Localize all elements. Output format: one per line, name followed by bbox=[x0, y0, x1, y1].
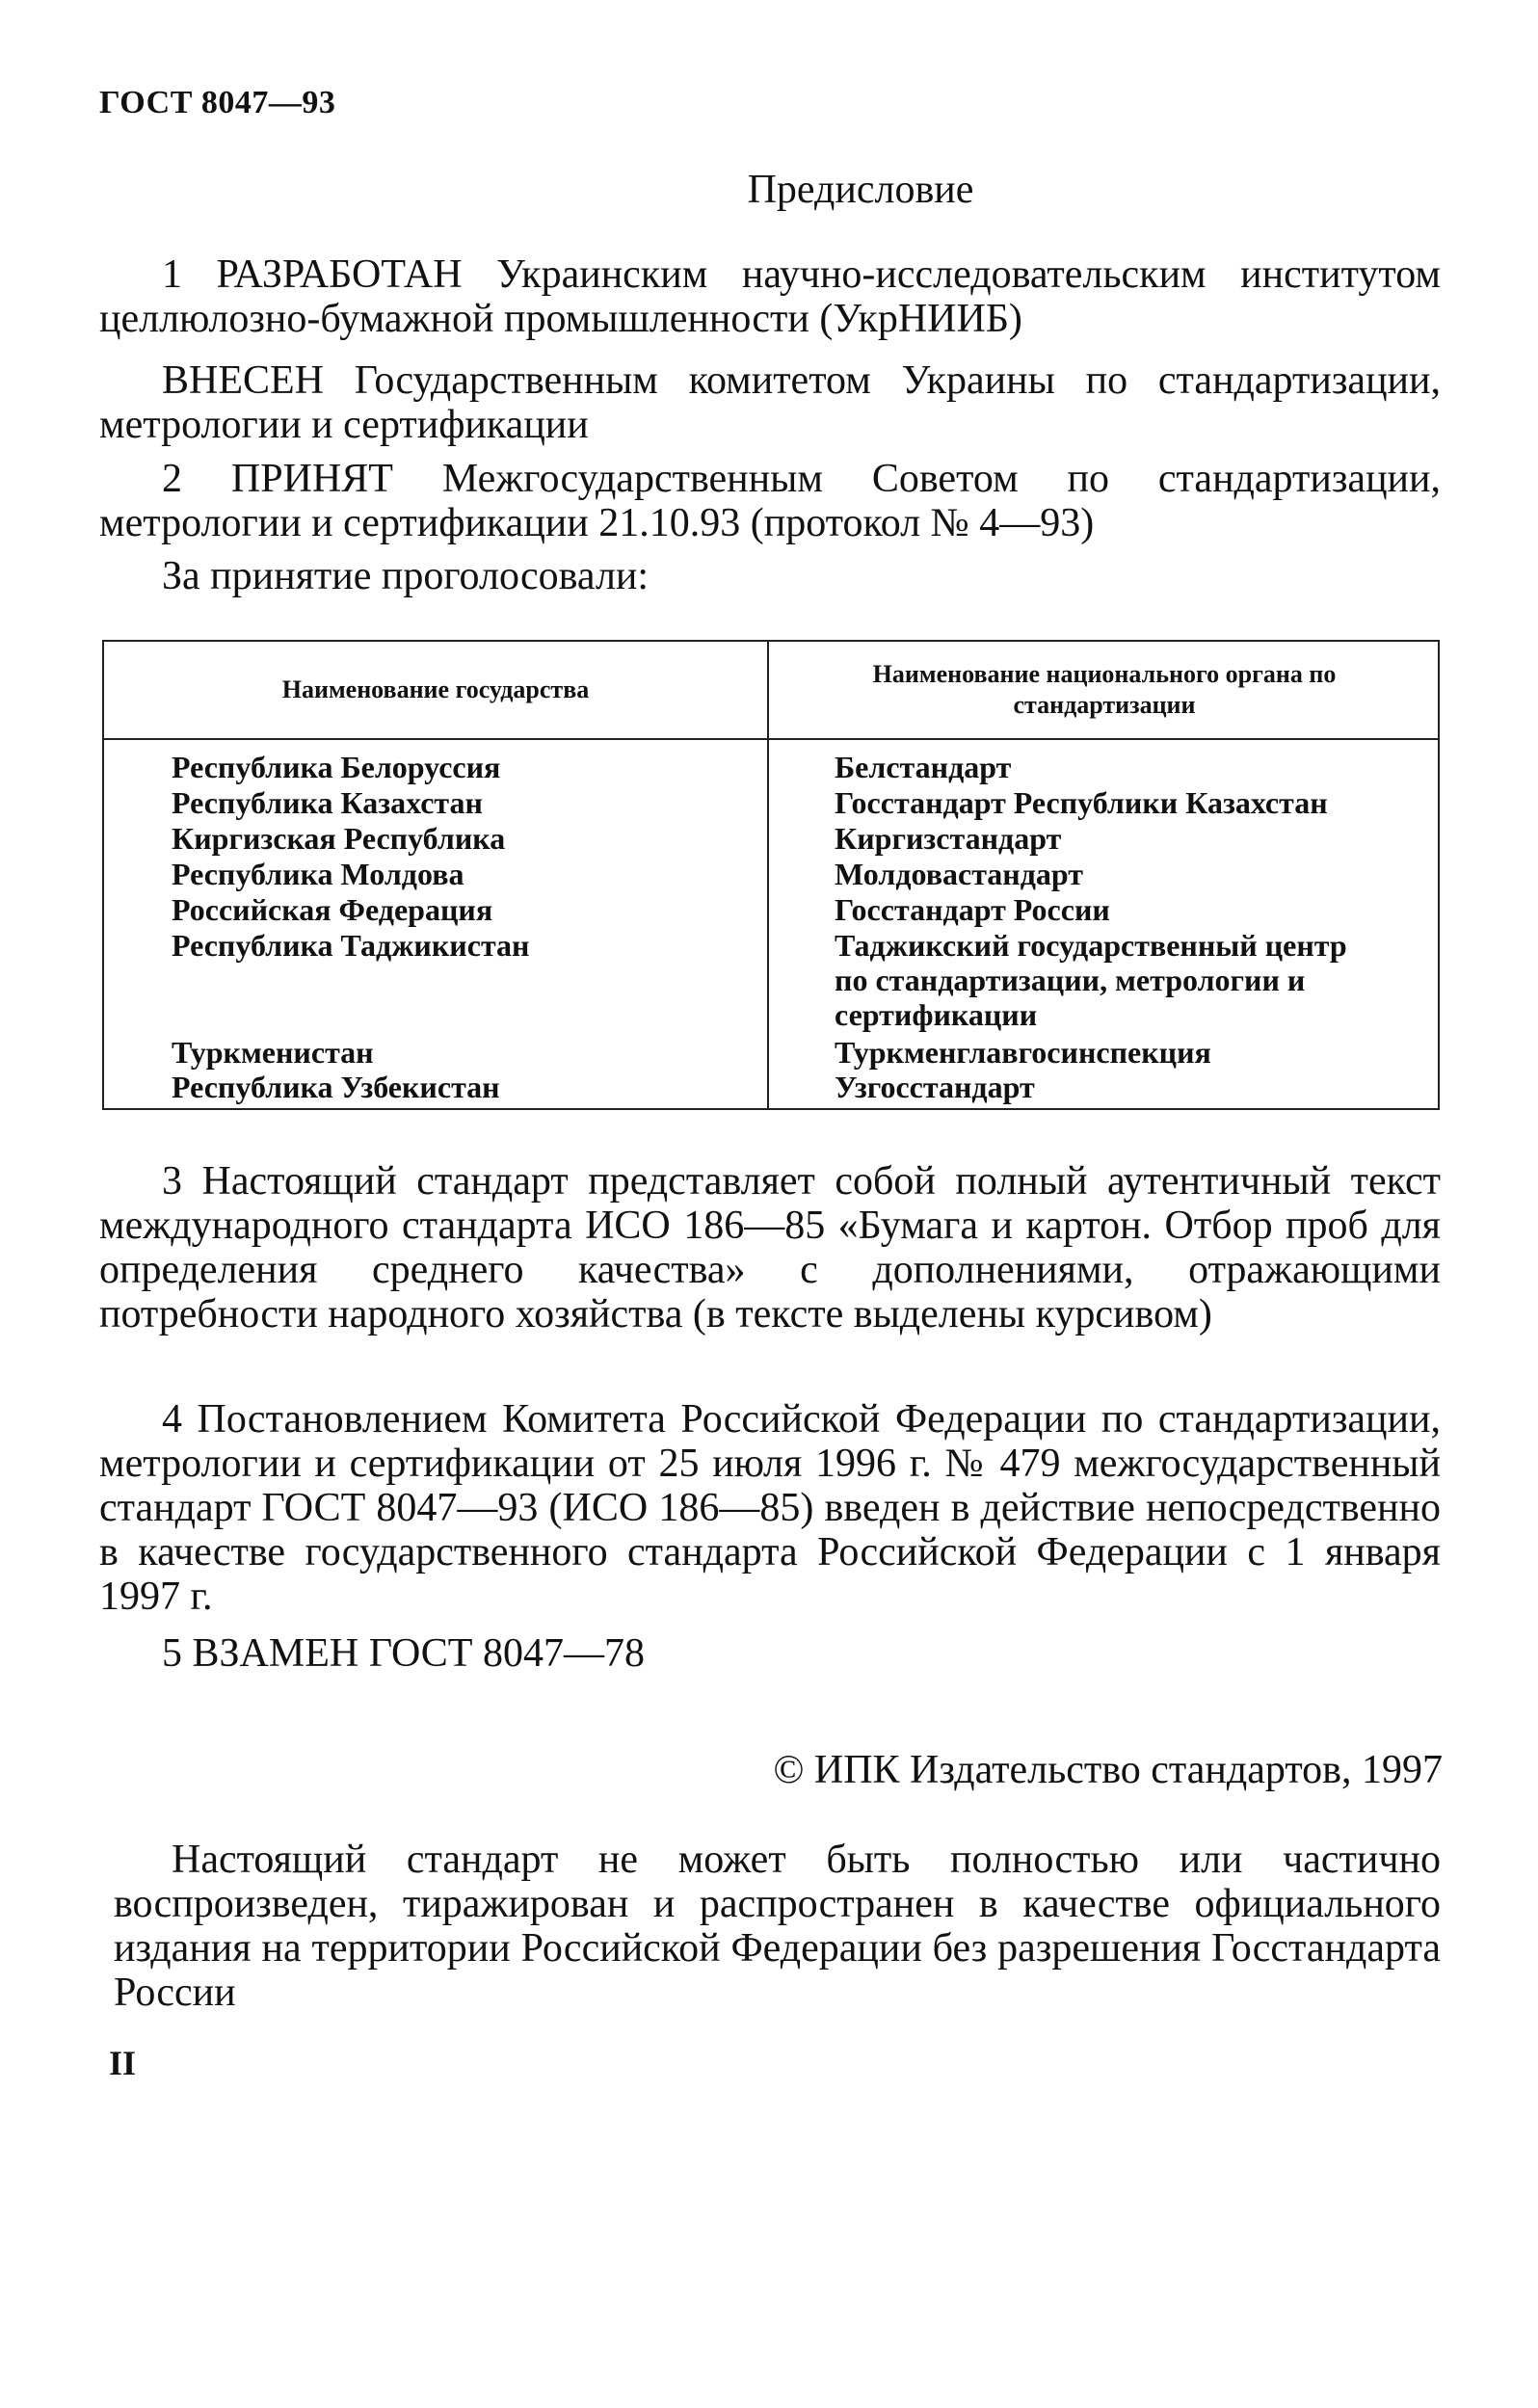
table-cell-state: Киргизская Республика bbox=[172, 821, 506, 856]
table-cell-body: Молдовастандарт bbox=[835, 857, 1084, 891]
paragraph-authentic-text: 3 Настоящий стандарт представляет собой полный аутентичный текст международного стандарта ИСО 186—85 «Бумага и картон. Отбор проб для определения среднего качества» с дополнениями, отражающими потребности народного хозяйства (в тексте выделены курсивом) bbox=[99, 1159, 1441, 1336]
table-cell-state: Республика Казахстан bbox=[172, 785, 483, 820]
table-cell-body: Киргизстандарт bbox=[835, 821, 1062, 856]
table-cell-state: Российская Федерация bbox=[172, 892, 493, 927]
table-cell-body: Туркменглавгосинспекция bbox=[835, 1035, 1211, 1070]
table-cell-body: Госстандарт России bbox=[835, 892, 1110, 927]
table-cell-body: Белстандарт bbox=[835, 750, 1012, 784]
page-number: II bbox=[109, 2044, 137, 2082]
paragraph-adopted: 2 ПРИНЯТ Межгосударственным Советом по стандартизации, метрологии и сертификации 21.10.93 (протокол № 4—93) bbox=[99, 457, 1441, 545]
paragraph-replaces: 5 ВЗАМЕН ГОСТ 8047—78 bbox=[162, 1631, 645, 1676]
document-code-header: ГОСТ 8047—93 bbox=[99, 85, 336, 120]
section-title: Предисловие bbox=[747, 168, 974, 212]
paragraph-developed: 1 РАЗРАБОТАН Украинским научно-исследовательским институтом целлюлозно-бумажной промышленности (УкрНИИБ) bbox=[99, 252, 1441, 341]
table-header-state: Наименование государства bbox=[281, 675, 590, 703]
table-cell-state: Туркменистан bbox=[172, 1035, 374, 1070]
voting-states-table bbox=[102, 640, 1440, 1110]
table-cell-body: Госстандарт Республики Казахстан bbox=[835, 785, 1328, 820]
paragraph-introduced: ВНЕСЕН Государственным комитетом Украины по стандартизации, метрологии и сертификации bbox=[99, 358, 1441, 447]
table-cell-body: Таджикский государственный центр по стандартизации, метрологии и сертификации bbox=[835, 928, 1347, 1032]
reproduction-notice: Настоящий стандарт не может быть полностью или частично воспроизведен, тиражирован и распространен в качестве официального издания на территории Российской Федерации без разрешения Госстандарта России bbox=[114, 1838, 1441, 2015]
table-cell-state: Республика Таджикистан bbox=[172, 928, 530, 963]
table-cell-state: Республика Молдова bbox=[172, 857, 464, 891]
table-cell-body: Узгосстандарт bbox=[835, 1070, 1035, 1104]
table-cell-state: Республика Белоруссия bbox=[172, 750, 501, 784]
paragraph-resolution: 4 Постановлением Комитета Российской Федерации по стандартизации, метрологии и сертификации от 25 июля 1996 г. № 479 межгосударственный стандарт ГОСТ 8047—93 (ИСО 186—85) введен в действие непосредственно в качестве государственного стандарта Российской Федерации с 1 января 1997 г. bbox=[99, 1397, 1441, 1619]
table-header-divider bbox=[104, 738, 1438, 740]
paragraph-voted: За принятие проголосовали: bbox=[162, 554, 650, 598]
table-header-national-body: Наименование национального органа по стандартизации bbox=[872, 660, 1337, 719]
copyright-line: © ИПК Издательство стандартов, 1997 bbox=[773, 1748, 1443, 1792]
table-cell-state: Республика Узбекистан bbox=[172, 1070, 500, 1104]
